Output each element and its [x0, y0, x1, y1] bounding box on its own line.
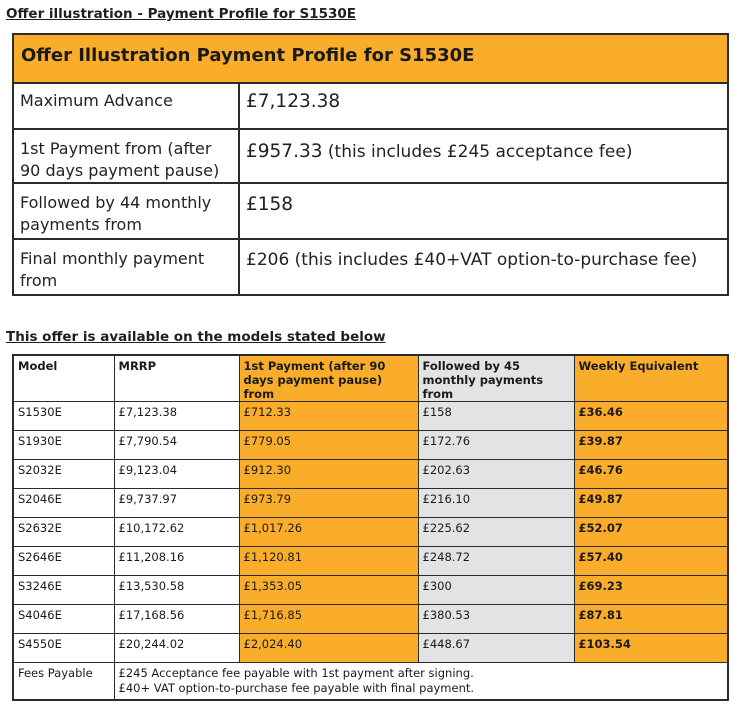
table-row [13, 489, 728, 518]
profile-amount: £158 [246, 194, 294, 215]
cell-first-payment: £2,024.40 [239, 634, 418, 663]
fees-label: Fees Payable [13, 663, 114, 700]
cell-monthly-payment: £172.76 [418, 431, 574, 460]
cell-weekly-equivalent: £57.40 [574, 547, 728, 576]
profile-row [13, 83, 728, 129]
cell-mrrp: £20,244.02 [114, 634, 239, 663]
profile-value [239, 83, 728, 129]
profile-title: Offer Illustration Payment Profile for S1530E [13, 34, 728, 83]
cell-model: S2632E [13, 518, 114, 547]
cell-model: S1530E [13, 402, 114, 431]
profile-label: Final monthly payment from [13, 239, 239, 295]
cell-first-payment: £1,120.81 [239, 547, 418, 576]
cell-first-payment: £912.30 [239, 460, 418, 489]
header-model: Model [13, 355, 114, 402]
cell-monthly-payment: £380.53 [418, 605, 574, 634]
cell-monthly-payment: £216.10 [418, 489, 574, 518]
fees-line: £245 Acceptance fee payable with 1st payment after signing. [118, 666, 474, 680]
cell-weekly-equivalent: £69.23 [574, 576, 728, 605]
models-header-row [13, 355, 728, 402]
profile-value [239, 239, 728, 295]
cell-first-payment: £1,017.26 [239, 518, 418, 547]
cell-weekly-equivalent: £36.46 [574, 402, 728, 431]
table-row [13, 431, 728, 460]
header-mrrp: MRRP [114, 355, 239, 402]
cell-first-payment: £1,716.85 [239, 605, 418, 634]
profile-row [13, 129, 728, 183]
cell-mrrp: £7,123.38 [114, 402, 239, 431]
profile-note: (this includes £245 acceptance fee) [322, 142, 633, 162]
cell-mrrp: £9,123.04 [114, 460, 239, 489]
profile-amount: £206 [246, 250, 290, 270]
cell-first-payment: £973.79 [239, 489, 418, 518]
payment-profile-table [12, 33, 729, 296]
table-row [13, 460, 728, 489]
table-row [13, 634, 728, 663]
cell-model: S4046E [13, 605, 114, 634]
cell-model: S3246E [13, 576, 114, 605]
table-row [13, 402, 728, 431]
page-heading: Offer illustration - Payment Profile for S1530E [6, 6, 356, 22]
cell-model: S2646E [13, 547, 114, 576]
header-first-payment: 1st Payment (after 90 days payment pause) from [239, 355, 418, 402]
cell-monthly-payment: £448.67 [418, 634, 574, 663]
profile-label: Followed by 44 monthly payments from [13, 183, 239, 239]
cell-mrrp: £17,168.56 [114, 605, 239, 634]
header-weekly-equivalent: Weekly Equivalent [574, 355, 728, 402]
table-row [13, 576, 728, 605]
cell-model: S2032E [13, 460, 114, 489]
cell-weekly-equivalent: £87.81 [574, 605, 728, 634]
cell-model: S1930E [13, 431, 114, 460]
profile-label: Maximum Advance [13, 83, 239, 129]
cell-monthly-payment: £158 [418, 402, 574, 431]
cell-monthly-payment: £202.63 [418, 460, 574, 489]
fees-row [13, 663, 728, 700]
cell-weekly-equivalent: £39.87 [574, 431, 728, 460]
cell-model: S4550E [13, 634, 114, 663]
table-row [13, 605, 728, 634]
cell-mrrp: £13,530.58 [114, 576, 239, 605]
cell-weekly-equivalent: £49.87 [574, 489, 728, 518]
cell-first-payment: £712.33 [239, 402, 418, 431]
cell-weekly-equivalent: £46.76 [574, 460, 728, 489]
cell-mrrp: £9,737.97 [114, 489, 239, 518]
fees-text [114, 663, 728, 700]
models-heading: This offer is available on the models stated below [6, 329, 386, 345]
table-row [13, 518, 728, 547]
cell-weekly-equivalent: £103.54 [574, 634, 728, 663]
table-row [13, 547, 728, 576]
profile-amount: £7,123.38 [246, 91, 341, 112]
cell-mrrp: £11,208.16 [114, 547, 239, 576]
profile-row [13, 183, 728, 239]
cell-monthly-payment: £248.72 [418, 547, 574, 576]
profile-label: 1st Payment from (after 90 days payment pause) [13, 129, 239, 183]
profile-note: (this includes £40+VAT option-to-purchase fee) [289, 250, 698, 270]
cell-first-payment: £1,353.05 [239, 576, 418, 605]
cell-mrrp: £7,790.54 [114, 431, 239, 460]
cell-monthly-payment: £300 [418, 576, 574, 605]
models-table [12, 354, 729, 701]
cell-model: S2046E [13, 489, 114, 518]
profile-row [13, 239, 728, 295]
cell-mrrp: £10,172.62 [114, 518, 239, 547]
profile-value [239, 129, 728, 183]
fees-line: £40+ VAT option-to-purchase fee payable with final payment. [118, 681, 475, 695]
cell-weekly-equivalent: £52.07 [574, 518, 728, 547]
header-monthly-payments: Followed by 45 monthly payments from [418, 355, 574, 402]
cell-monthly-payment: £225.62 [418, 518, 574, 547]
cell-first-payment: £779.05 [239, 431, 418, 460]
profile-amount: £957.33 [246, 141, 323, 162]
profile-value [239, 183, 728, 239]
